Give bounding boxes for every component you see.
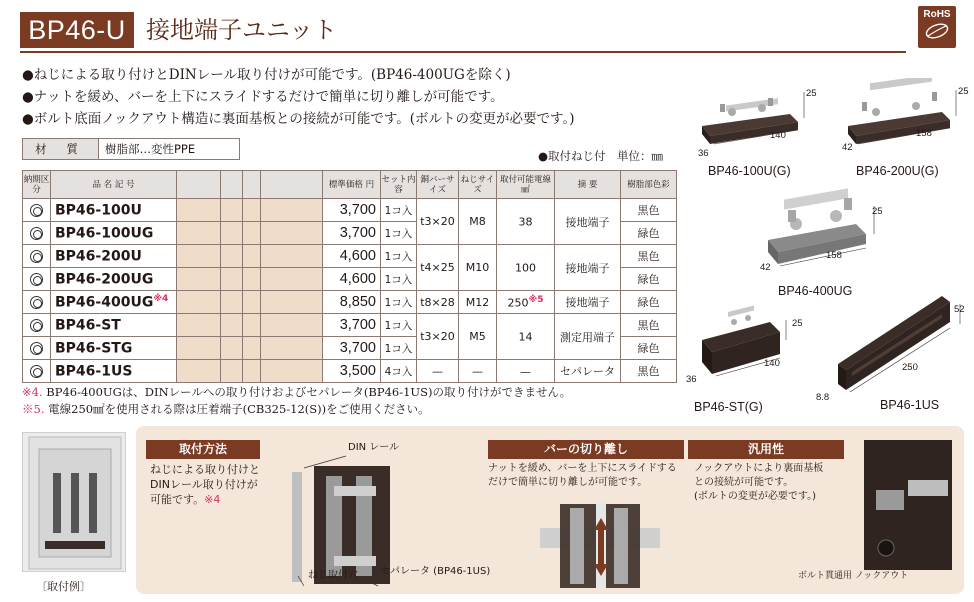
price-cell: 3,500 (323, 360, 381, 383)
delivery-cell (23, 268, 51, 291)
feature-item: ●ボルト底面ノックアウト構造に裏面基板との接続が可能です。(ボルトの変更が必要です。) (22, 111, 575, 127)
label-bp46-1us: BP46-1US (880, 398, 940, 412)
summary-cell: 接地端子 (555, 291, 621, 314)
color-cell: 緑色 (621, 222, 677, 245)
bar-size-cell: t3×20 (417, 314, 459, 360)
color-cell: 黒色 (621, 245, 677, 268)
table-body (23, 199, 677, 383)
product-code-cell: BP46-200U (51, 245, 177, 268)
table-row (23, 360, 677, 383)
double-circle-icon (30, 319, 43, 332)
dim-st-depth: 36 (686, 374, 697, 385)
dim-1us-depth: 8.8 (816, 392, 830, 403)
set-cell: 1コ入 (381, 245, 417, 268)
col-summary: 摘 要 (555, 171, 621, 199)
product-code-cell: BP46-STG (51, 337, 177, 360)
set-cell: 1コ入 (381, 337, 417, 360)
col-screw: ねじサイズ (459, 171, 497, 199)
material-value: 樹脂部…変性PPE (105, 142, 196, 156)
split-illustration (540, 498, 660, 590)
bar-size-cell: — (417, 360, 459, 383)
delivery-cell (23, 291, 51, 314)
set-cell: 1コ入 (381, 199, 417, 222)
bp46-400ug-image (768, 188, 866, 264)
page-title: 接地端子ユニット (146, 16, 338, 44)
feature-panel (136, 426, 964, 594)
color-cell: 黒色 (621, 360, 677, 383)
feature-list (22, 64, 662, 130)
set-cell: 4コ入 (381, 360, 417, 383)
table-row (23, 199, 677, 222)
set-cell: 1コ入 (381, 291, 417, 314)
col-bar: 銅バーサイズ (417, 171, 459, 199)
price-cell: 3,700 (323, 222, 381, 245)
dim-st-length: 140 (764, 358, 780, 369)
label-bp46-200u: BP46-200U(G) (856, 164, 939, 178)
col-delivery: 納期区分 (23, 171, 51, 199)
double-circle-icon (30, 365, 43, 378)
panel-box-image (23, 433, 127, 573)
feature-item: ●ナットを緩め、バーを上下にスライドするだけで簡単に切り離しが可能です。 (22, 89, 504, 105)
photo-caption: 〔取付例〕 (36, 580, 91, 593)
table-row (23, 314, 677, 337)
product-code-cell: BP46-1US (51, 360, 177, 383)
leaf-icon (924, 22, 950, 40)
footnotes (22, 384, 571, 418)
col-code: 品 名 記 号 (51, 171, 177, 199)
color-cell: 黒色 (621, 199, 677, 222)
delivery-cell (23, 314, 51, 337)
screw-size-cell: M12 (459, 291, 497, 314)
table-header-row (23, 171, 677, 199)
set-cell: 1コ入 (381, 314, 417, 337)
screw-hole-label: ねじ取付穴 (308, 570, 358, 581)
general-text: ノックアウトにより裏面基板 との接続が可能です。 (ボルトの変更が必要です。) (694, 463, 824, 502)
dim-1us-height: 52 (954, 304, 965, 315)
col-set: セット内容 (381, 171, 417, 199)
price-cell: 4,600 (323, 268, 381, 291)
dim-400-length: 158 (826, 250, 842, 261)
double-circle-icon (30, 204, 43, 217)
table-row (23, 291, 677, 314)
material-label: 材 質 (23, 139, 99, 159)
double-circle-icon (30, 342, 43, 355)
double-circle-icon (30, 250, 43, 263)
bar-size-cell: t3×20 (417, 199, 459, 245)
dim-400-depth: 42 (760, 262, 771, 273)
table-row (23, 245, 677, 268)
summary-cell: 接地端子 (555, 199, 621, 245)
dim-100-length: 140 (770, 130, 786, 141)
label-bp46-st: BP46-ST(G) (694, 400, 763, 414)
color-cell: 緑色 (621, 291, 677, 314)
installation-photo (22, 432, 126, 572)
tag-general: 汎用性 (688, 440, 844, 459)
separator-label: セパレータ (BP46-1US) (380, 566, 491, 577)
price-cell: 3,700 (323, 314, 381, 337)
label-bp46-100u: BP46-100U(G) (708, 164, 791, 178)
feature-item: ●ねじによる取り付けとDINレール取り付けが可能です。(BP46-400UGを除く) (22, 67, 511, 83)
delivery-cell (23, 245, 51, 268)
dim-400-height: 25 (872, 206, 883, 217)
wire-cell: 100 (497, 245, 555, 291)
col-wire: 取付可能電線㎟ (497, 171, 555, 199)
color-cell: 緑色 (621, 268, 677, 291)
set-cell: 1コ入 (381, 222, 417, 245)
col-color: 樹脂部色彩 (621, 171, 677, 199)
double-circle-icon (30, 227, 43, 240)
dim-100-height: 25 (806, 88, 817, 99)
mount-text: ねじによる取り付けと DINレール取り付けが 可能です。※4 (150, 463, 260, 506)
product-code-cell: BP46-200UG (51, 268, 177, 291)
col-price: 標準価格 円 (323, 171, 381, 199)
product-code: BP46-U (20, 12, 134, 48)
color-cell: 黒色 (621, 314, 677, 337)
delivery-cell (23, 199, 51, 222)
product-code-cell: BP46-400UG$^{※4}$ (51, 291, 177, 314)
bp46-1us-image (838, 296, 950, 390)
dim-100-depth: 36 (698, 148, 709, 159)
price-cell: 3,700 (323, 337, 381, 360)
wire-cell: — (497, 360, 555, 383)
dim-200-length: 158 (916, 128, 932, 139)
screw-size-cell: M5 (459, 314, 497, 360)
price-cell: 8,850 (323, 291, 381, 314)
page-header (0, 6, 974, 50)
wire-cell: 38 (497, 199, 555, 245)
knockout-illustration (850, 430, 962, 590)
summary-cell: 接地端子 (555, 245, 621, 291)
footnote: ※5. 電線250㎟を使用される際は圧着端子(CB325-12(S))をご使用ください。 (22, 402, 430, 416)
screw-size-cell: M8 (459, 199, 497, 245)
product-table (22, 170, 677, 383)
delivery-cell (23, 337, 51, 360)
tag-mount: 取付方法 (146, 440, 260, 459)
knockout-label: ボルト貫通用 ノックアウト (798, 571, 909, 581)
label-bp46-400ug: BP46-400UG (778, 284, 853, 298)
rohs-badge (918, 6, 956, 48)
wire-cell: 14 (497, 314, 555, 360)
delivery-cell (23, 222, 51, 245)
price-cell: 3,700 (323, 199, 381, 222)
screw-size-cell: — (459, 360, 497, 383)
bar-size-cell: t4×25 (417, 245, 459, 291)
wire-cell: 250$^{※5}$ (497, 291, 555, 314)
screw-size-cell: M10 (459, 245, 497, 291)
split-text: ナットを緩め、バーを上下にスライドする だけで簡単に切り離しが可能です。 (488, 463, 677, 488)
rohs-label: RoHS (923, 9, 951, 20)
material-row (22, 138, 240, 160)
dim-200-height: 25 (958, 86, 969, 97)
bp46-200u-image (848, 78, 950, 144)
color-cell: 緑色 (621, 337, 677, 360)
dim-1us-length: 250 (902, 362, 918, 373)
product-code-cell: BP46-100UG (51, 222, 177, 245)
dim-st-height: 25 (792, 318, 803, 329)
product-code-cell: BP46-100U (51, 199, 177, 222)
footnote: ※4. BP46-400UGは、DINレールへの取り付けおよびセパレータ(BP46-1US)の取り付けができません。 (22, 385, 572, 399)
delivery-cell (23, 360, 51, 383)
dim-200-depth: 42 (842, 142, 853, 153)
set-cell: 1コ入 (381, 268, 417, 291)
price-cell: 4,600 (323, 245, 381, 268)
tag-split: バーの切り離し (488, 440, 684, 459)
product-code-cell: BP46-ST (51, 314, 177, 337)
summary-cell: 測定用端子 (555, 314, 621, 360)
double-circle-icon (30, 273, 43, 286)
summary-cell: セパレータ (555, 360, 621, 383)
din-rail-label: DIN レール (348, 442, 400, 453)
unit-note: ●取付ねじ付 単位：㎜ (538, 149, 664, 163)
bar-size-cell: t8×28 (417, 291, 459, 314)
header-rule (20, 51, 906, 53)
double-circle-icon (30, 296, 43, 309)
